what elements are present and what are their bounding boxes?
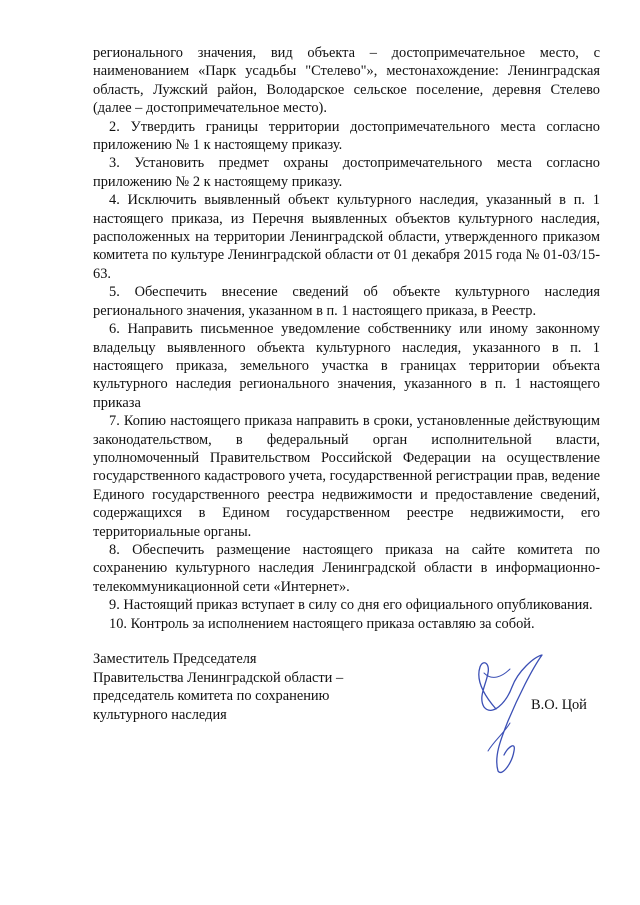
position-line-2: Правительства Ленинградской области – (93, 669, 344, 686)
paragraph-8: 8. Обеспечить размещение настоящего приказа на сайте комитета по сохранению культурного наследия Ленинградской области в информационно-телекоммуникационной сети «Интернет». (93, 541, 600, 595)
handwritten-signature (448, 651, 548, 779)
position-line-3: председатель комитета по сохранению (93, 688, 330, 705)
paragraph-1-continuation: регионального значения, вид объекта – достопримечательное место, с наименованием «Парк усадьбы "Стелево"», местонахождение: Ленинградская область, Лужский район, Володарское сельское поселение, деревня Стелево (далее – достопримечательное место). (93, 45, 600, 117)
paragraph-10: 10. Контроль за исполнением настоящего приказа оставляю за собой. (109, 615, 535, 632)
paragraph-4: 4. Исключить выявленный объект культурного наследия, указанный в п. 1 настоящего приказа, из Перечня выявленных объектов культурного наследия, расположенных на территории Ленинградской области, утвержденного приказом комитета по культуре Ленинградской области от 01 декабря 2015 года № 01-03/15-63. (93, 192, 600, 282)
paragraph-3: 3. Установить предмет охраны достопримечательного места согласно приложению № 2 к настоящему приказу. (93, 155, 600, 190)
position-line-4: культурного наследия (93, 706, 227, 723)
paragraph-9: 9. Настоящий приказ вступает в силу со дня его официального опубликования. (109, 597, 593, 614)
signer-name: В.О. Цой (531, 697, 587, 713)
paragraph-6: 6. Направить письменное уведомление собственнику или иному законному владельцу выявленного объекта культурного наследия, указанного в п. 1 настоящего приказа, земельного участка в границах территории объекта культурного наследия регионального значения, указанного в п. 1 настоящего приказа (93, 321, 600, 411)
paragraph-7: 7. Копию настоящего приказа направить в сроки, установленные действующим законодательством, в федеральный орган исполнительной власти, уполномоченный Правительством Российской Федерации на осуществление государственного кадастрового учета, государственной регистрации прав, ведение Единого государственного реестра недвижимости и предоставление сведений, содержащихся в Едином государственном реестре недвижимости, его территориальные органы. (93, 413, 600, 540)
document-body (93, 44, 600, 633)
paragraph-2: 2. Утвердить границы территории достопримечательного места согласно приложению № 1 к настоящему приказу. (93, 118, 600, 154)
signatory-position (93, 650, 393, 724)
paragraph-5: 5. Обеспечить внесение сведений об объекте культурного наследия регионального значения, указанном в п. 1 настоящего приказа, в Реестр. (93, 284, 600, 319)
position-line-1: Заместитель Председателя (93, 651, 257, 667)
